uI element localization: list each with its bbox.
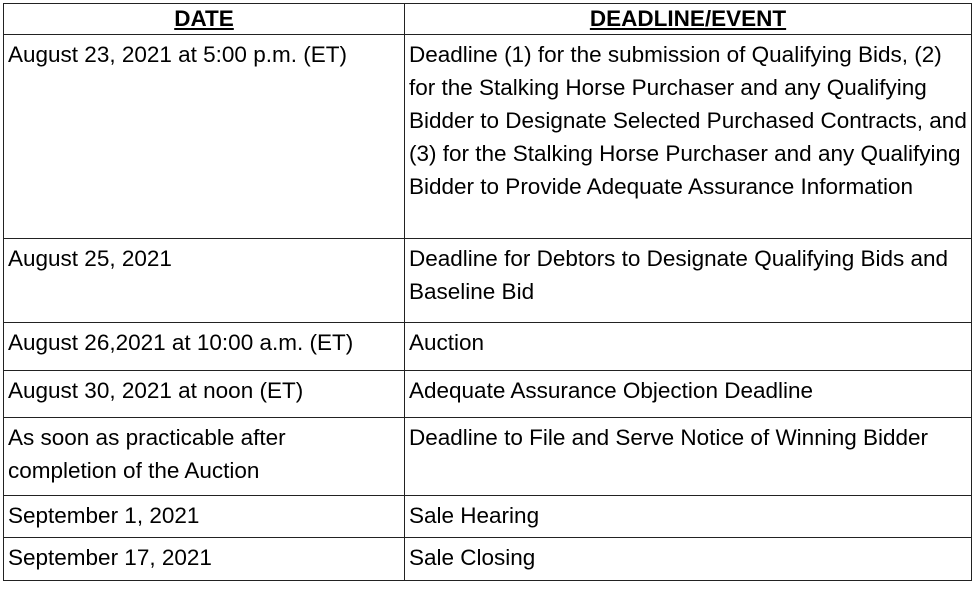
date-cell: September 17, 2021 [4, 538, 405, 581]
event-cell: Deadline (1) for the submission of Qualifying Bids, (2) for the Stalking Horse Purchaser and any Qualifying Bidder to Designate Selected Purchased Contracts, and (3) for the Stalking Horse Purchaser and any Qualifying Bidder to Provide Adequate Assurance Information [405, 35, 972, 239]
event-cell: Deadline for Debtors to Designate Qualifying Bids and Baseline Bid [405, 239, 972, 323]
table-row [4, 239, 972, 323]
date-cell: September 1, 2021 [4, 496, 405, 538]
date-cell: August 30, 2021 at noon (ET) [4, 371, 405, 418]
table-row [4, 35, 972, 239]
table-row [4, 496, 972, 538]
column-header-date: DATE [4, 4, 405, 35]
table-row [4, 538, 972, 581]
column-header-deadline-event: DEADLINE/EVENT [405, 4, 972, 35]
table-row [4, 418, 972, 496]
date-cell: As soon as practicable after completion of the Auction [4, 418, 405, 496]
table-header-row [4, 4, 972, 35]
date-cell: August 23, 2021 at 5:00 p.m. (ET) [4, 35, 405, 239]
date-cell: August 26,2021 at 10:00 a.m. (ET) [4, 323, 405, 371]
deadline-schedule-table [3, 3, 972, 581]
table-row [4, 371, 972, 418]
event-cell: Sale Closing [405, 538, 972, 581]
event-cell: Adequate Assurance Objection Deadline [405, 371, 972, 418]
event-cell: Sale Hearing [405, 496, 972, 538]
event-cell: Deadline to File and Serve Notice of Winning Bidder [405, 418, 972, 496]
date-cell: August 25, 2021 [4, 239, 405, 323]
event-cell: Auction [405, 323, 972, 371]
table-row [4, 323, 972, 371]
